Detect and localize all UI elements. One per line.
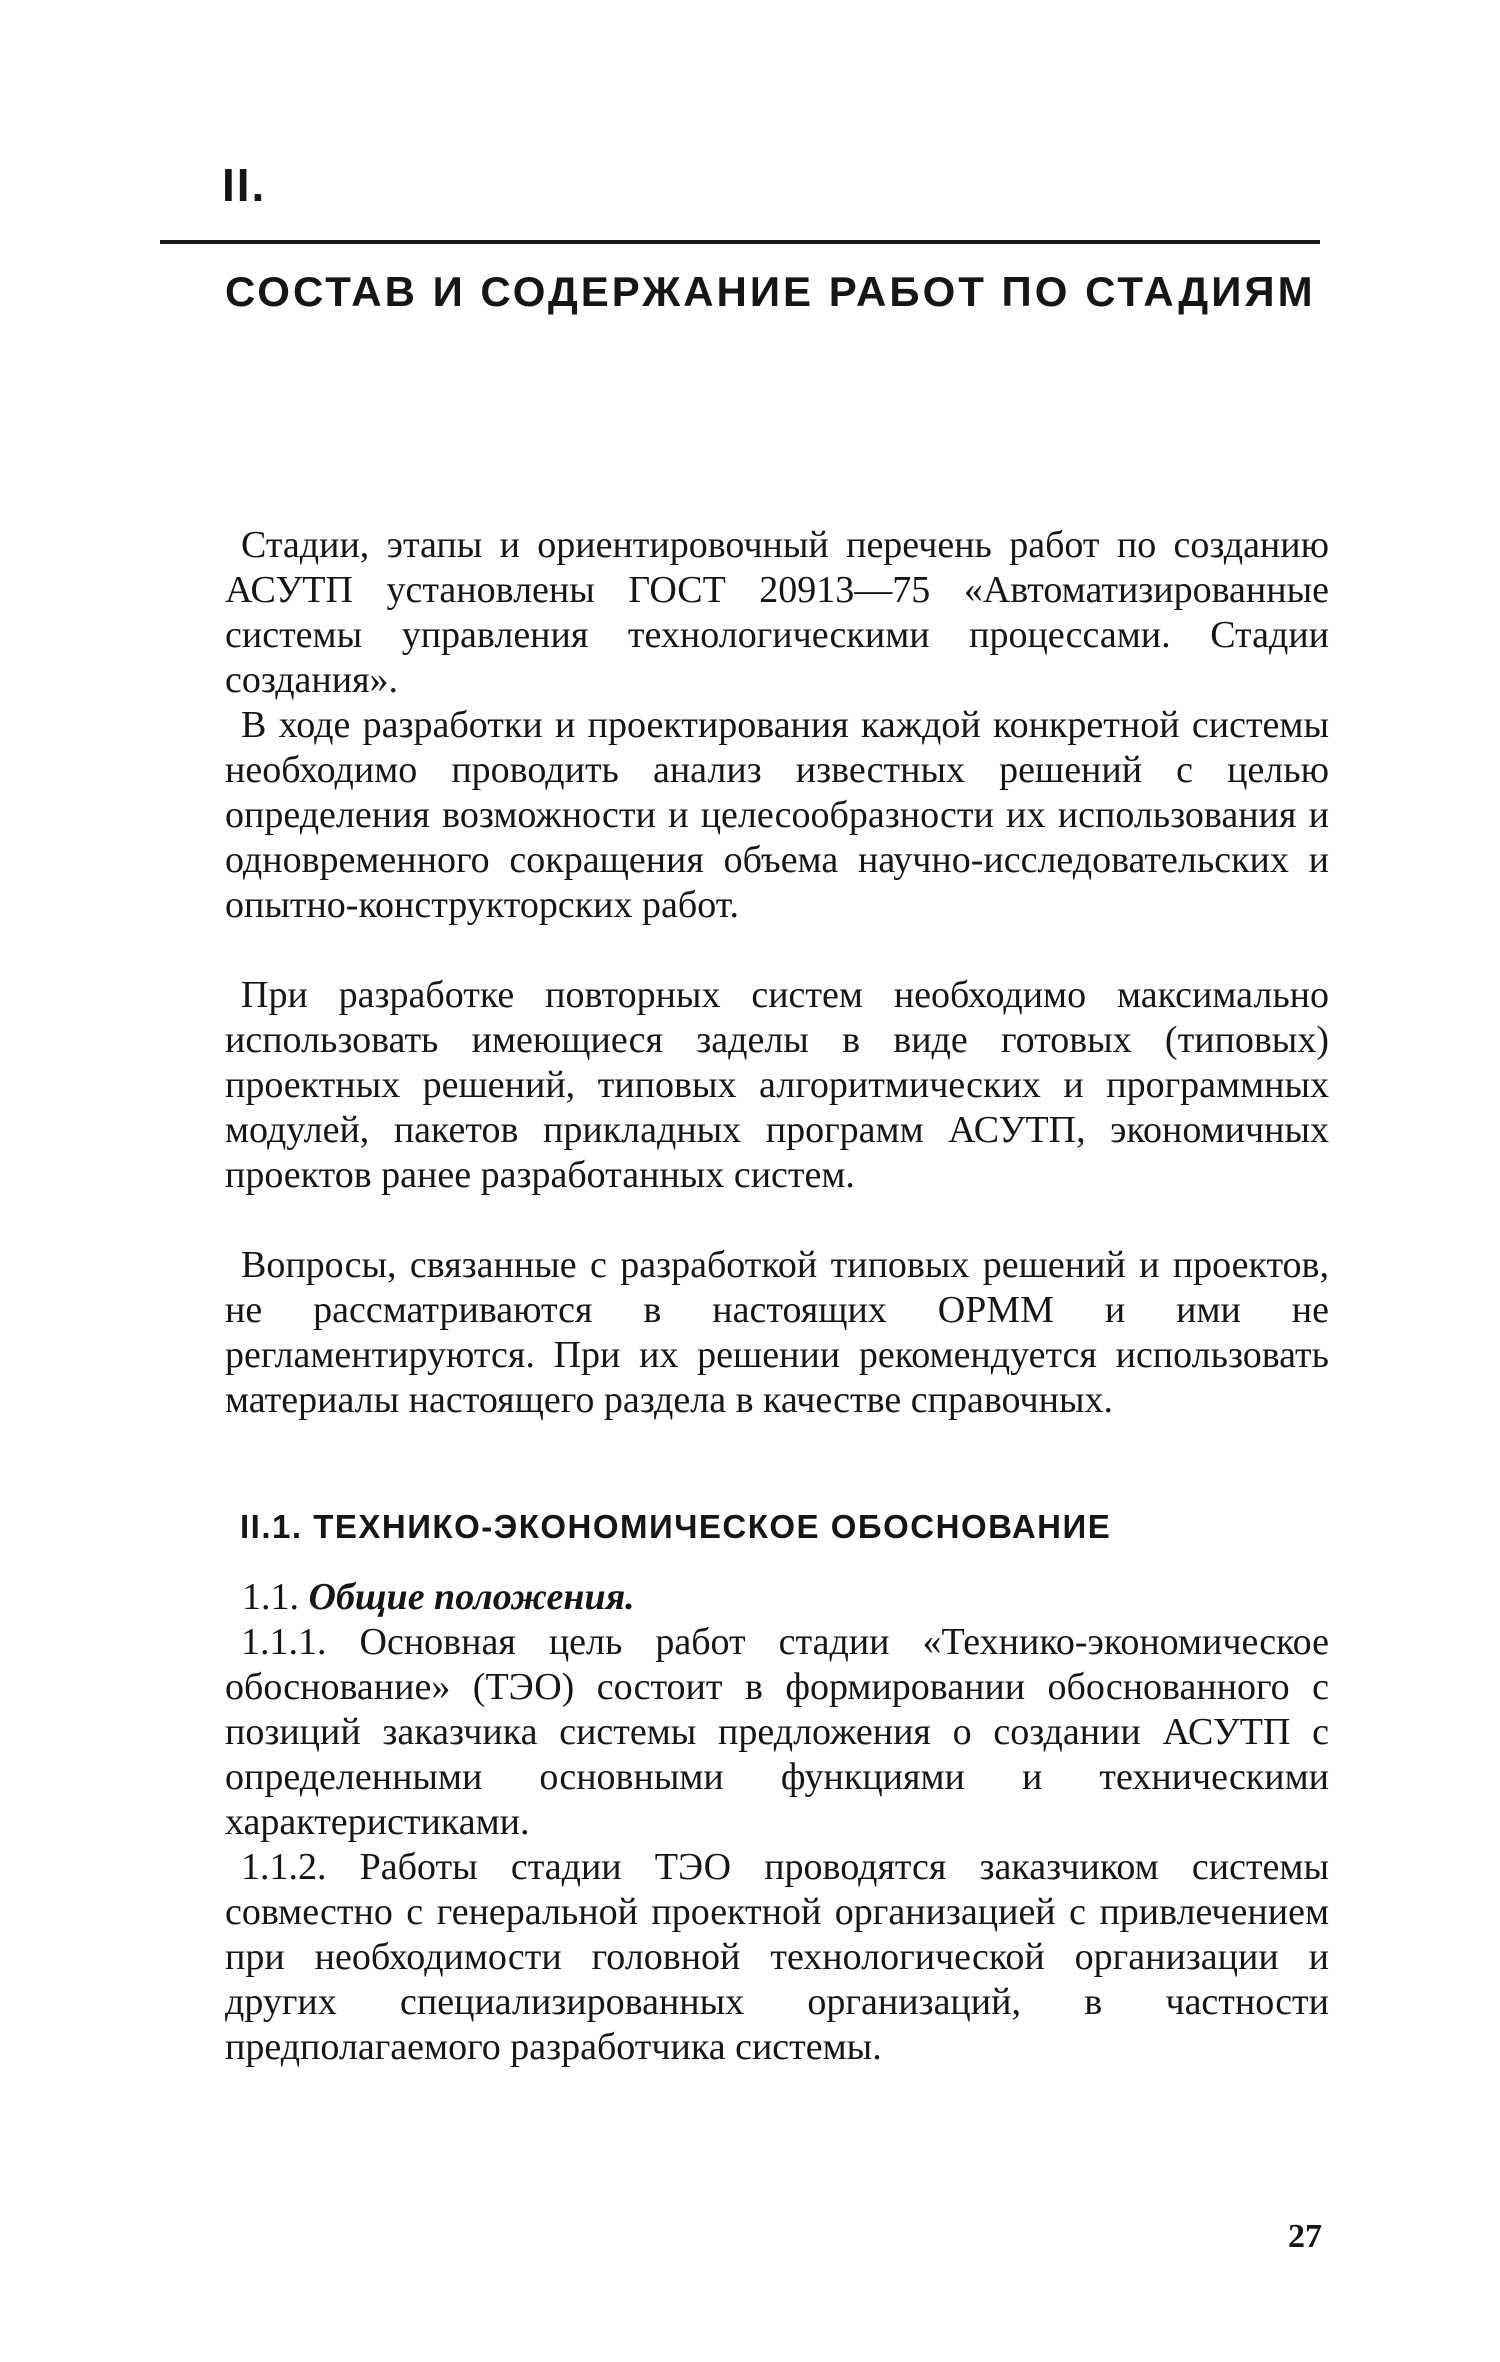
section-paragraph-1: 1.1.1. Основная цель работ стадии «Технико-экономическое обоснование» (ТЭО) состоит в формировании обоснованного с позиций заказчика системы предложения о создании АСУТП с определенными основными функциями и техническими характеристиками. (225, 1621, 1329, 1843)
subsection-title: Общие положения. (308, 1576, 635, 1618)
intro-paragraph-4: Вопросы, связанные с разработкой типовых решений и проектов, не рассматриваются в настоящих ОРММ и ими не регламентируются. При их решении рекомендуется использовать материалы настоящего раздела в качестве справочных. (225, 1244, 1329, 1421)
intro-paragraph-2: В ходе разработки и проектирования каждой конкретной системы необходимо проводить анализ известных решений с целью определения возможности и целесообразности их использования и одновременного сокращения объема научно-исследовательских и опытно-конструкторских работ. (225, 704, 1329, 926)
subsection-heading (242, 1575, 1332, 1620)
part-number: II. (222, 159, 267, 211)
intro-paragraph-1: Стадии, этапы и ориентировочный перечень работ по созданию АСУТП установлены ГОСТ 20913—75 «Автоматизированные системы управления технологическими процессами. Стадии создания». (225, 524, 1329, 701)
intro-paragraph-3: При разработке повторных систем необходимо максимально использовать имеющиеся заделы в виде готовых (типовых) проектных решений, типовых алгоритмических и программных модулей, пакетов прикладных программ АСУТП, экономичных проектов ранее разработанных систем. (225, 974, 1329, 1196)
section-title: II.1. ТЕХНИКО-ЭКОНОМИЧЕСКОЕ ОБОСНОВАНИЕ (240, 1508, 1112, 1545)
section-paragraph-2: 1.1.2. Работы стадии ТЭО проводятся заказчиком системы совместно с генеральной проектной организацией с привлечением при необходимости головной технологической организации и других специализированных организаций, в частности предполагаемого разработчика системы. (225, 1846, 1329, 2068)
page-number: 27 (1288, 2218, 1322, 2255)
subsection-number: 1.1. (242, 1576, 299, 1618)
title-rule (160, 240, 1320, 244)
chapter-title: СОСТАВ И СОДЕРЖАНИЕ РАБОТ ПО СТАДИЯМ (225, 268, 1316, 315)
